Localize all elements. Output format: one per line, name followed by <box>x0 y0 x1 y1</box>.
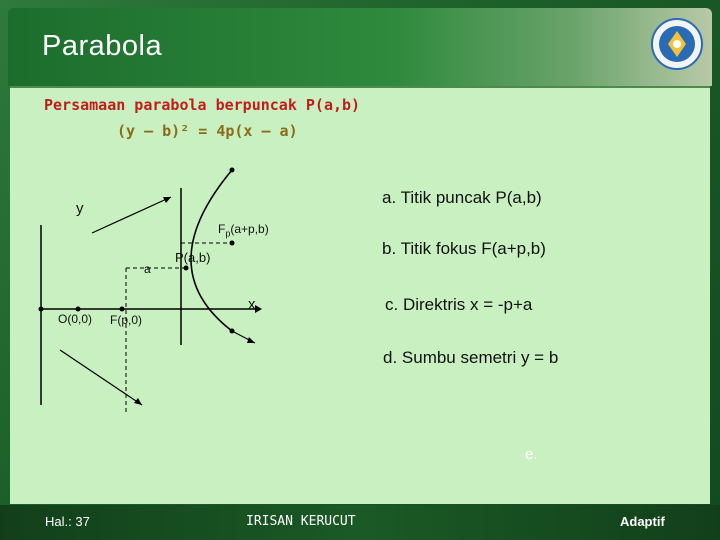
footer-page-number: Hal.: 37 <box>45 514 90 529</box>
label-y: y <box>76 200 84 217</box>
label-x: x <box>248 296 256 313</box>
point-axis-left <box>39 307 44 312</box>
point-focus-origin <box>120 307 125 312</box>
x-axis-arrow <box>255 305 262 313</box>
slide-title: Parabola <box>42 30 163 62</box>
label-a: a <box>144 262 151 276</box>
point-curve-top <box>230 168 235 173</box>
point-vertex <box>184 266 189 271</box>
point-origin <box>76 307 81 312</box>
note-focus: b. Titik fokus F(a+p,b) <box>382 239 546 258</box>
footer-adaptif: Adaptif <box>620 514 665 529</box>
parabola-tail-arrow <box>247 337 255 343</box>
note-symmetry-axis: d. Sumbu semetri y = b <box>383 348 559 367</box>
note-e: e. <box>525 446 538 463</box>
parabola-equation: (y – b)² = 4p(x – a) <box>117 122 298 140</box>
arrow-lower <box>60 350 142 405</box>
label-vertex: P(a,b) <box>175 250 211 265</box>
arrow-lower-head <box>134 398 142 405</box>
label-focus: $F_p(a+p,b)$ <box>218 222 269 239</box>
label-focus-origin: F(p,0) <box>110 313 143 327</box>
note-vertex: a. Titik puncak P(a,b) <box>382 188 542 207</box>
point-focus <box>230 241 235 246</box>
point-curve-bottom <box>230 329 235 334</box>
footer-bar <box>0 505 720 540</box>
footer-topic: IRISAN KERUCUT <box>246 514 356 529</box>
note-directrix: c. Direktris x = -p+a <box>385 295 533 314</box>
section-heading: Persamaan parabola berpuncak P(a,b) <box>44 96 361 114</box>
label-origin: O(0,0) <box>58 312 93 326</box>
arrow-upper <box>92 197 171 233</box>
